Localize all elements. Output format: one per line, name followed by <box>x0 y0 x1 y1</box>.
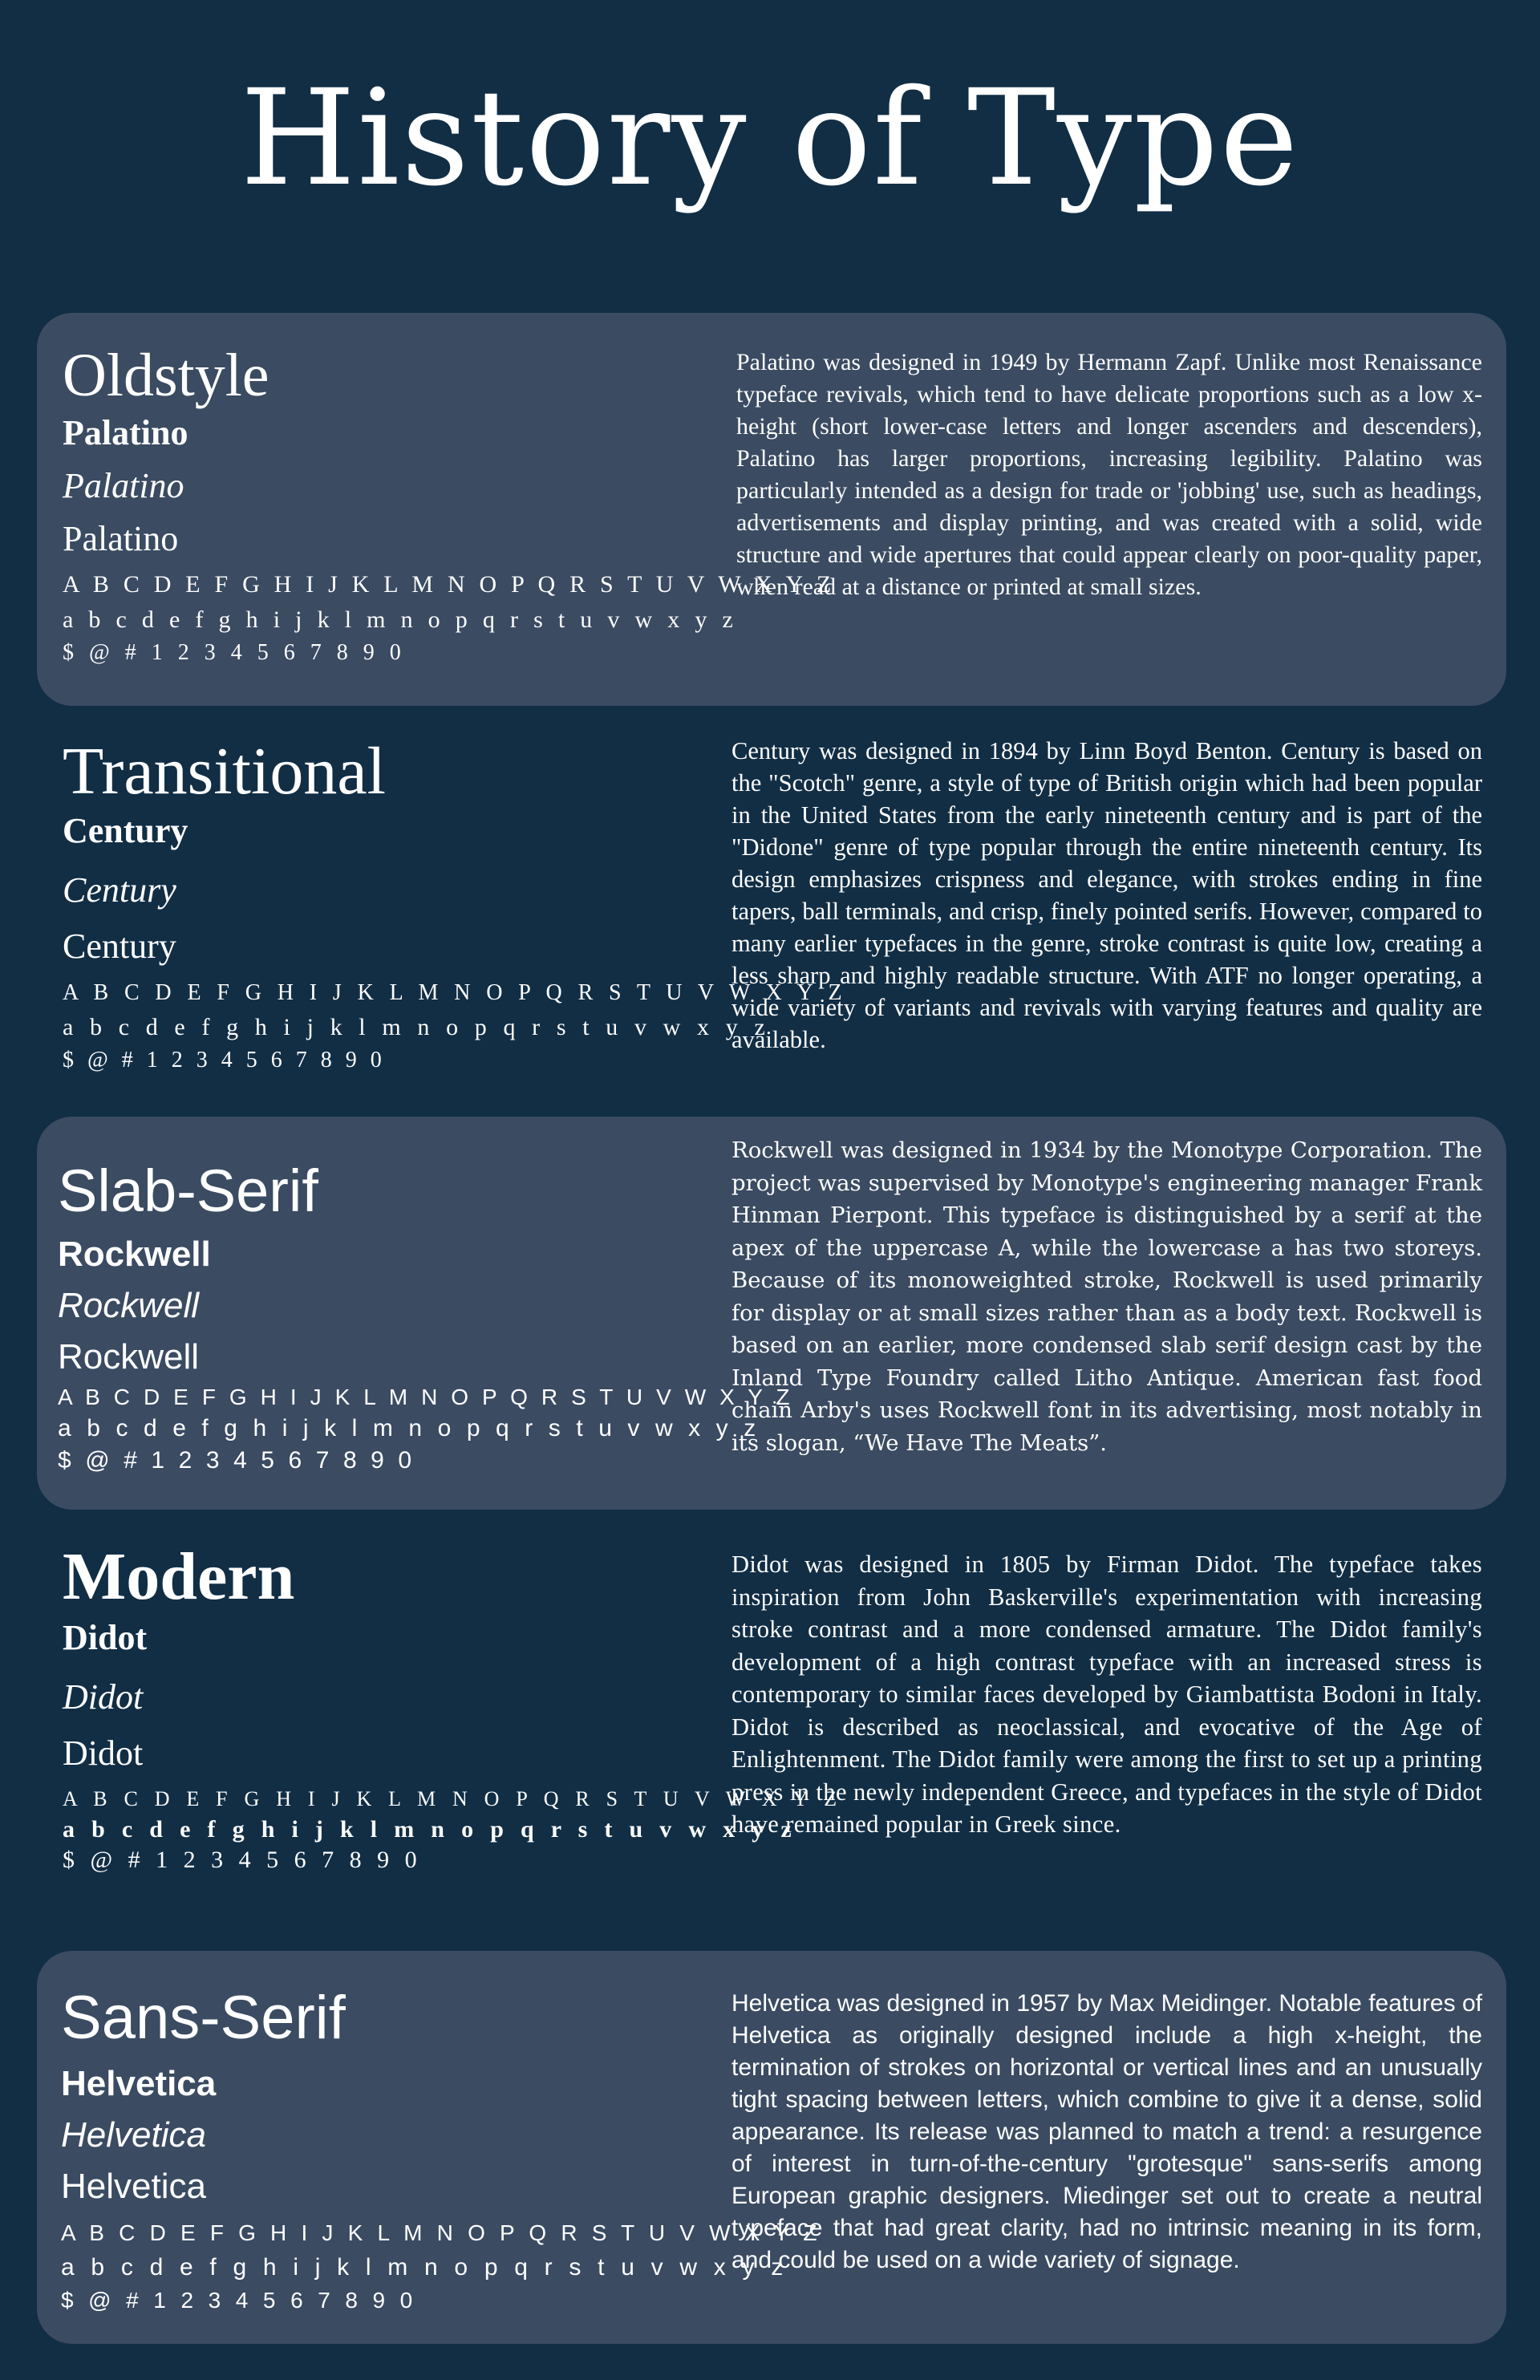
uppercase-alphabet: A B C D E F G H I J K L M N O P Q R S T U V W X Y Z <box>63 980 848 1005</box>
font-sample-italic: Palatino <box>63 466 184 505</box>
uppercase-alphabet: A B C D E F G H I J K L M N O P Q R S T U V W X Y Z <box>63 571 836 598</box>
font-sample-bold: Helvetica <box>61 2064 217 2103</box>
section-oldstyle <box>37 313 1506 706</box>
category-heading: Transitional <box>63 734 386 809</box>
font-sample-regular: Helvetica <box>61 2167 206 2206</box>
lowercase-alphabet: a b c d e f g h i j k l m n o p q r s t u v w x y z <box>63 1816 797 1843</box>
font-sample-italic: Didot <box>63 1677 144 1717</box>
page-title: History of Type <box>240 61 1300 215</box>
font-sample-bold: Didot <box>63 1618 148 1657</box>
section-description: Century was designed in 1894 by Linn Boyd Benton. Century is based on the "Scotch" genre, a style of type of British origin which had been popular in the United States from the early nineteenth century and is part of the "Didone" genre of type popular through the entire nineteenth century. Its design emphasizes crispness and elegance, with strokes ending in fine tapers, ball terminals, and crisp, finely pointed serifs. However, compared to many earlier typefaces in the genre, stroke contrast is quite low, creating a less sharp and highly readable structure. With ATF no longer operating, a wide variety of variants and revivals with varying features and quality are available. <box>732 737 1482 1053</box>
category-heading: Oldstyle <box>63 342 270 409</box>
font-sample-bold: Rockwell <box>58 1235 211 1274</box>
symbols-numerals: $ @ # 1 2 3 4 5 6 7 8 9 0 <box>63 1847 422 1873</box>
font-sample-bold: Century <box>63 811 188 850</box>
symbols-numerals: $ @ # 1 2 3 4 5 6 7 8 9 0 <box>63 640 406 665</box>
font-sample-italic: Century <box>63 870 176 910</box>
section-modern <box>37 1510 1506 1935</box>
section-description: Didot was designed in 1805 by Firman Didot. The typeface takes inspiration from John Baskerville's experimentation with increasing stroke contrast and a more condensed armature. The Didot family's development of a high contrast typeface with an increased stress is contemporary to similar faces developed by Giambattista Bodoni in Italy. Didot is described as neoclassical, and evocative of the Age of Enlightenment. The Didot family were among the first to set up a printing press in the newly independent Greece, and typefaces in the style of Didot have remained popular in Greek since. <box>732 1551 1482 1838</box>
font-sample-regular: Century <box>63 926 176 966</box>
section-description: Helvetica was designed in 1957 by Max Meidinger. Notable features of Helvetica as originally designed include a high x-height, the termination of strokes on horizontal or vertical lines and an unusually tight spacing between letters, which combine to give it a dense, solid appearance. Its release was planned to match a trend: a resurgence of interest in turn-of-the-century "grotesque" sans-serifs among European graphic designers. Miedinger set out to create a neutral typeface that had great clarity, had no intrinsic meaning in its form, and could be used on a wide variety of signage. <box>732 1990 1482 2273</box>
font-sample-italic: Helvetica <box>61 2115 206 2155</box>
font-sample-bold: Palatino <box>63 413 188 452</box>
lowercase-alphabet: a b c d e f g h i j k l m n o p q r s t u v w x y z <box>61 2254 788 2281</box>
lowercase-alphabet: a b c d e f g h i j k l m n o p q r s t u v w x y z <box>63 606 738 633</box>
category-heading: Sans-Serif <box>61 1984 346 2052</box>
section-slab-serif <box>37 1117 1506 1510</box>
category-heading: Slab-Serif <box>58 1158 318 1224</box>
category-heading: Modern <box>63 1539 295 1614</box>
lowercase-alphabet: a b c d e f g h i j k l m n o p q r s t u v w x y z <box>58 1415 760 1441</box>
section-transitional <box>37 706 1506 1115</box>
font-sample-regular: Rockwell <box>58 1337 200 1377</box>
symbols-numerals: $ @ # 1 2 3 4 5 6 7 8 9 0 <box>61 2288 417 2313</box>
uppercase-alphabet: A B C D E F G H I J K L M N O P Q R S T U V W X Y Z <box>58 1385 794 1409</box>
section-description: Rockwell was designed in 1934 by the Monotype Corporation. The project was supervised by Monotype's engineering manager Frank Hinman Pierpont. This typeface is distinguished by a serif at the apex of the uppercase A, while the lowercase a has two storeys. Because of its monoweighted stroke, Rockwell is used primarily for display or at small sizes rather than as a body text. Rockwell is based on an earlier, more condensed slab serif design cast by the Inland Type Foundry called Litho Antique. American fast food chain Arby's uses Rockwell font in its advertising, most notably in its slogan, “We Have The Meats”. <box>732 1137 1482 1456</box>
symbols-numerals: $ @ # 1 2 3 4 5 6 7 8 9 0 <box>63 1048 386 1072</box>
section-sans-serif <box>37 1951 1506 2344</box>
font-sample-regular: Palatino <box>63 519 179 558</box>
lowercase-alphabet: a b c d e f g h i j k l m n o p q r s t u v w x y z <box>63 1014 771 1040</box>
uppercase-alphabet: A B C D E F G H I J K L M N O P Q R S T U V W X Y Z <box>61 2220 821 2245</box>
section-description: Palatino was designed in 1949 by Hermann Zapf. Unlike most Renaissance typeface revivals, which tend to have delicate proportions such as a low x-height (short lower-case letters and longer ascenders and descenders), Palatino has larger proportions, increasing legibility. Palatino was particularly intended as a design for trade or 'jobbing' use, such as headings, advertisements and display printing, and was created with a solid, wide structure and wide apertures that could appear clearly on poor-quality paper, when read at a distance or printed at small sizes. <box>736 349 1482 600</box>
symbols-numerals: $ @ # 1 2 3 4 5 6 7 8 9 0 <box>58 1447 415 1474</box>
uppercase-alphabet: A B C D E F G H I J K L M N O P Q R S T U V W X Y Z <box>63 1787 843 1810</box>
font-sample-italic: Rockwell <box>58 1286 200 1325</box>
font-sample-regular: Didot <box>63 1733 144 1773</box>
